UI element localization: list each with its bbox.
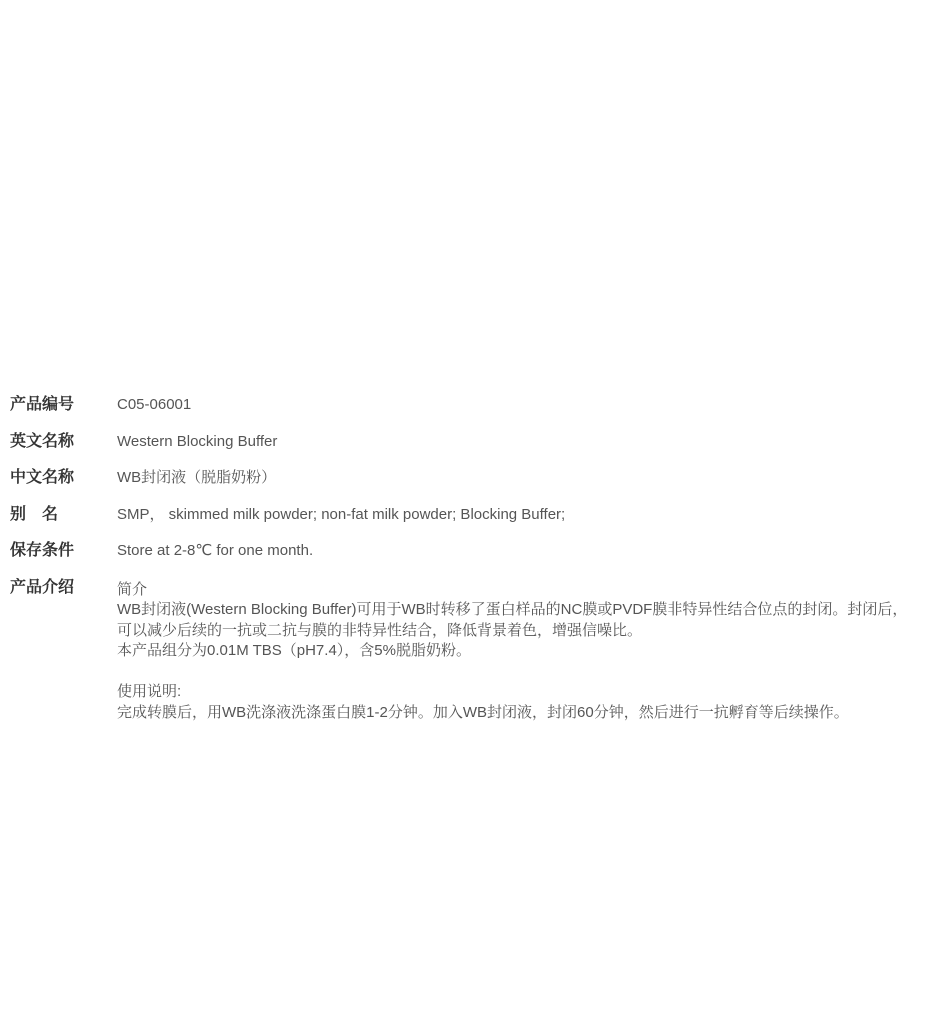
product-info-section [0,390,935,723]
row-storage-conditions [0,536,935,573]
row-label: 中文名称 [10,469,75,486]
row-chinese-name [0,463,935,500]
intro-paragraph [117,580,935,724]
row-value: WB封闭液（脱脂奶粉） [117,469,277,486]
intro-line: 使用说明: [117,683,182,700]
row-label: 产品介绍 [10,578,75,596]
row-english-name [0,427,935,464]
row-product-code [0,390,935,427]
intro-line: WB封闭液(Western Blocking Buffer)可用于WB时转移了蛋白样品的NC膜或PVDF膜非特异性结合位点的封闭。封闭后， [117,601,908,618]
row-label: 产品编号 [10,396,75,413]
row-value: Western Blocking Buffer [117,432,278,450]
row-value: SMP， skimmed milk powder; non-fat milk powder; Blocking Buffer; [117,505,566,523]
intro-line: 完成转膜后，用WB洗涤液洗涤蛋白膜1-2分钟。加入WB封闭液，封闭60分钟，然后进行一抗孵育等后续操作。 [117,703,849,721]
row-value: Store at 2-8℃ for one month. [117,542,314,559]
row-alias [0,500,935,537]
intro-line-blank [117,662,935,683]
row-product-introduction [0,573,935,724]
intro-line: 可以减少后续的一抗或二抗与膜的非特异性结合，降低背景着色，增强信噪比。 [117,621,643,639]
intro-line: 简介 [117,580,148,598]
intro-line: 本产品组分为0.01M TBS（pH7.4），含5%脱脂奶粉。 [117,642,471,659]
row-label: 英文名称 [10,432,75,450]
row-value: C05-06001 [117,396,192,413]
row-label: 别 名 [10,505,59,523]
row-label: 保存条件 [10,542,75,559]
